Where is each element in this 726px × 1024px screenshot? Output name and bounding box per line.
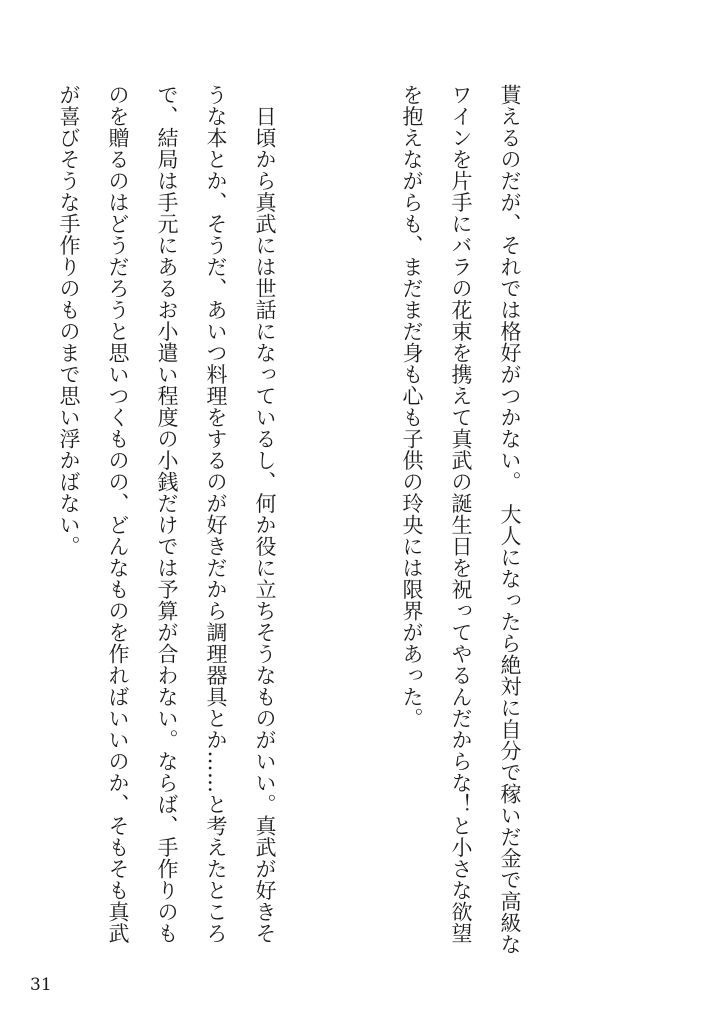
page-number: 31 bbox=[30, 975, 52, 995]
paragraph: 日頃から真武には世話になっているし、何か役に立ちそうなものがいい。真武が好きそうな本とか、そうだ、あいつ料理をするのが好きだから調理器具とか……と考えたところで、結局は手元にあるお小遣い程度の小銭だけでは予算が合わない。ならば、手作りのものを贈るのはどうだろうと思いつくものの、どんなものを作ればいいのか、そもそも真武が喜びそうな手作りのものまで思い浮かばない。 bbox=[57, 84, 277, 944]
vertical-text-body bbox=[0, 84, 632, 964]
paragraph-text: 大人になったら絶対に自分で稼いだ金で高級なワインを片手にバラの花束を携えて真武の誕生日を祝ってやるんだからな！と小さな欲望を抱えながらも、まだまだ身も心も子供の玲央には限界があった。 bbox=[400, 84, 522, 955]
paragraph-continuation bbox=[387, 84, 534, 964]
leading-fragment: 貰えるのだが、それでは格好がつかない。 bbox=[498, 84, 522, 482]
